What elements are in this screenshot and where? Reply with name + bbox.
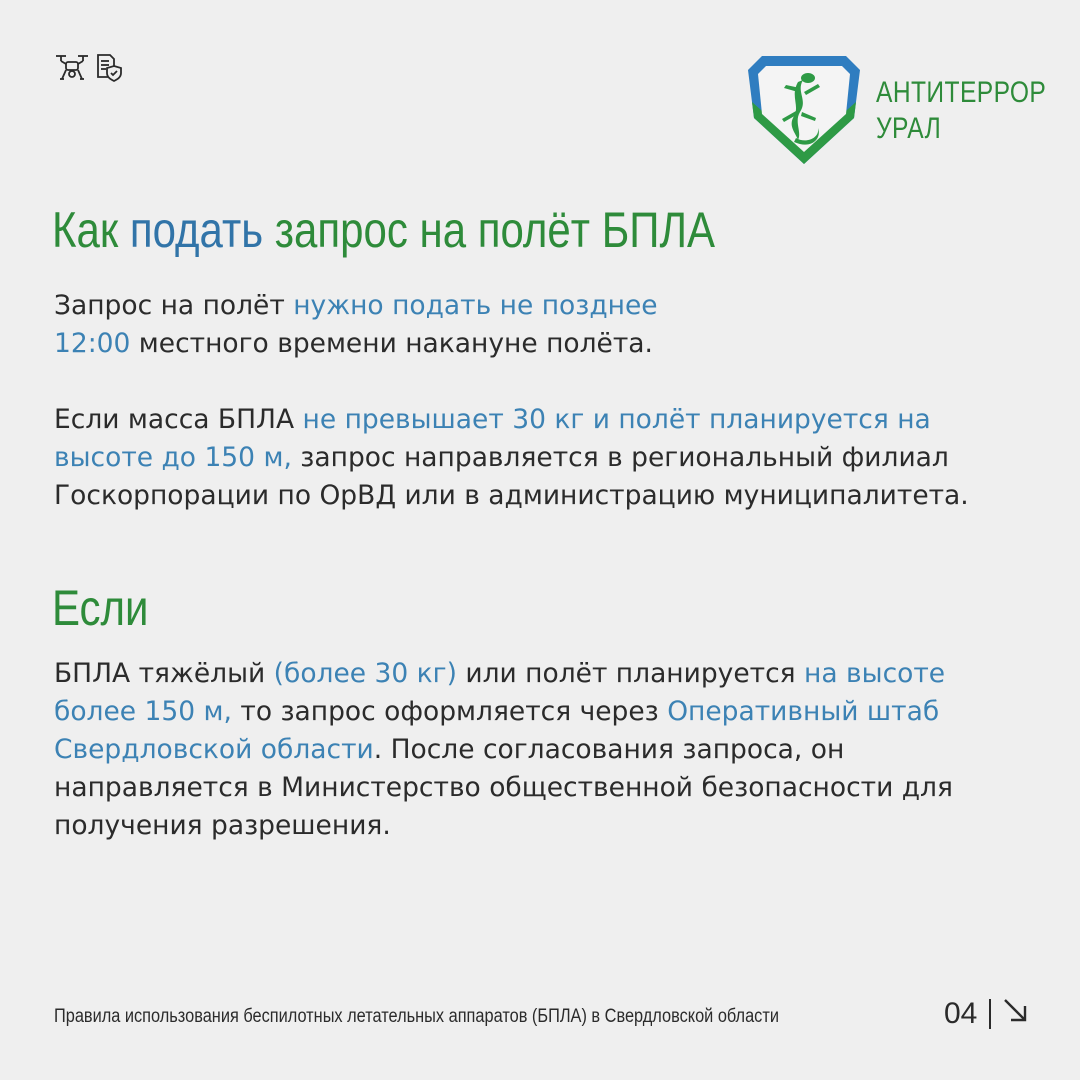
paragraph-line (54, 477, 969, 515)
page-indicator (944, 996, 1029, 1032)
text: направляется в Министерство общественной безопасности для (54, 772, 953, 803)
title-part2: подать (129, 202, 264, 258)
paragraph-line (54, 731, 953, 769)
title-part3: запрос на полёт БПЛА (263, 202, 716, 258)
paragraph-deadline (54, 287, 658, 363)
paragraph-line (54, 287, 658, 325)
document-shield-icon (94, 52, 124, 82)
top-icons (54, 52, 124, 82)
shield-lizard-logo-icon (748, 52, 860, 170)
footer-caption: Правила использования беспилотных летательных аппаратов (БПЛА) в Свердловской области (54, 1006, 779, 1027)
section-heading: Если (52, 580, 149, 636)
highlight-text: нужно подать не позднее (293, 290, 658, 321)
text: БПЛА тяжёлый (54, 658, 274, 689)
logo-text (876, 75, 1046, 147)
logo-line2: УРАЛ (876, 112, 942, 145)
text: Если масса БПЛА (54, 404, 303, 435)
paragraph-line (54, 655, 953, 693)
drone-icon (54, 52, 90, 82)
highlight-text: 12:00 (54, 328, 131, 359)
arrow-down-right-icon[interactable] (1001, 996, 1029, 1032)
paragraph-line (54, 769, 953, 807)
text: Запрос на полёт (54, 290, 294, 321)
title-part1: Как (52, 202, 130, 258)
antiterror-ural-logo (748, 52, 1080, 170)
paragraph-line (54, 401, 969, 439)
highlight-text: высоте до 150 м, (54, 442, 292, 473)
highlight-text: более 150 м, (54, 696, 232, 727)
highlight-text: (более 30 кг) (273, 658, 457, 689)
paragraph-line (54, 693, 953, 731)
paragraph-line (54, 325, 658, 363)
text: . После согласования запроса, он (373, 734, 845, 765)
page-title (52, 198, 715, 262)
logo-line1: АНТИТЕРРОР (876, 76, 1047, 109)
text: запрос направляется в региональный филиал (291, 442, 949, 473)
highlight-text: не превышает 30 кг и полёт планируется на (302, 404, 931, 435)
divider (989, 999, 991, 1029)
paragraph-heavy-drone (54, 655, 953, 845)
text: или полёт планируется (456, 658, 805, 689)
text: местного времени накануне полёта. (130, 328, 653, 359)
text: то запрос оформляется через (231, 696, 668, 727)
paragraph-light-drone (54, 401, 969, 515)
highlight-text: Оперативный штаб (667, 696, 940, 727)
page-number: 04 (944, 997, 978, 1030)
paragraph-line (54, 807, 953, 845)
paragraph-line (54, 439, 969, 477)
highlight-text: Свердловской области (54, 734, 374, 765)
text: Госкорпорации по ОрВД или в администрацию муниципалитета. (54, 480, 969, 511)
highlight-text: на высоте (804, 658, 946, 689)
text: получения разрешения. (54, 810, 391, 841)
